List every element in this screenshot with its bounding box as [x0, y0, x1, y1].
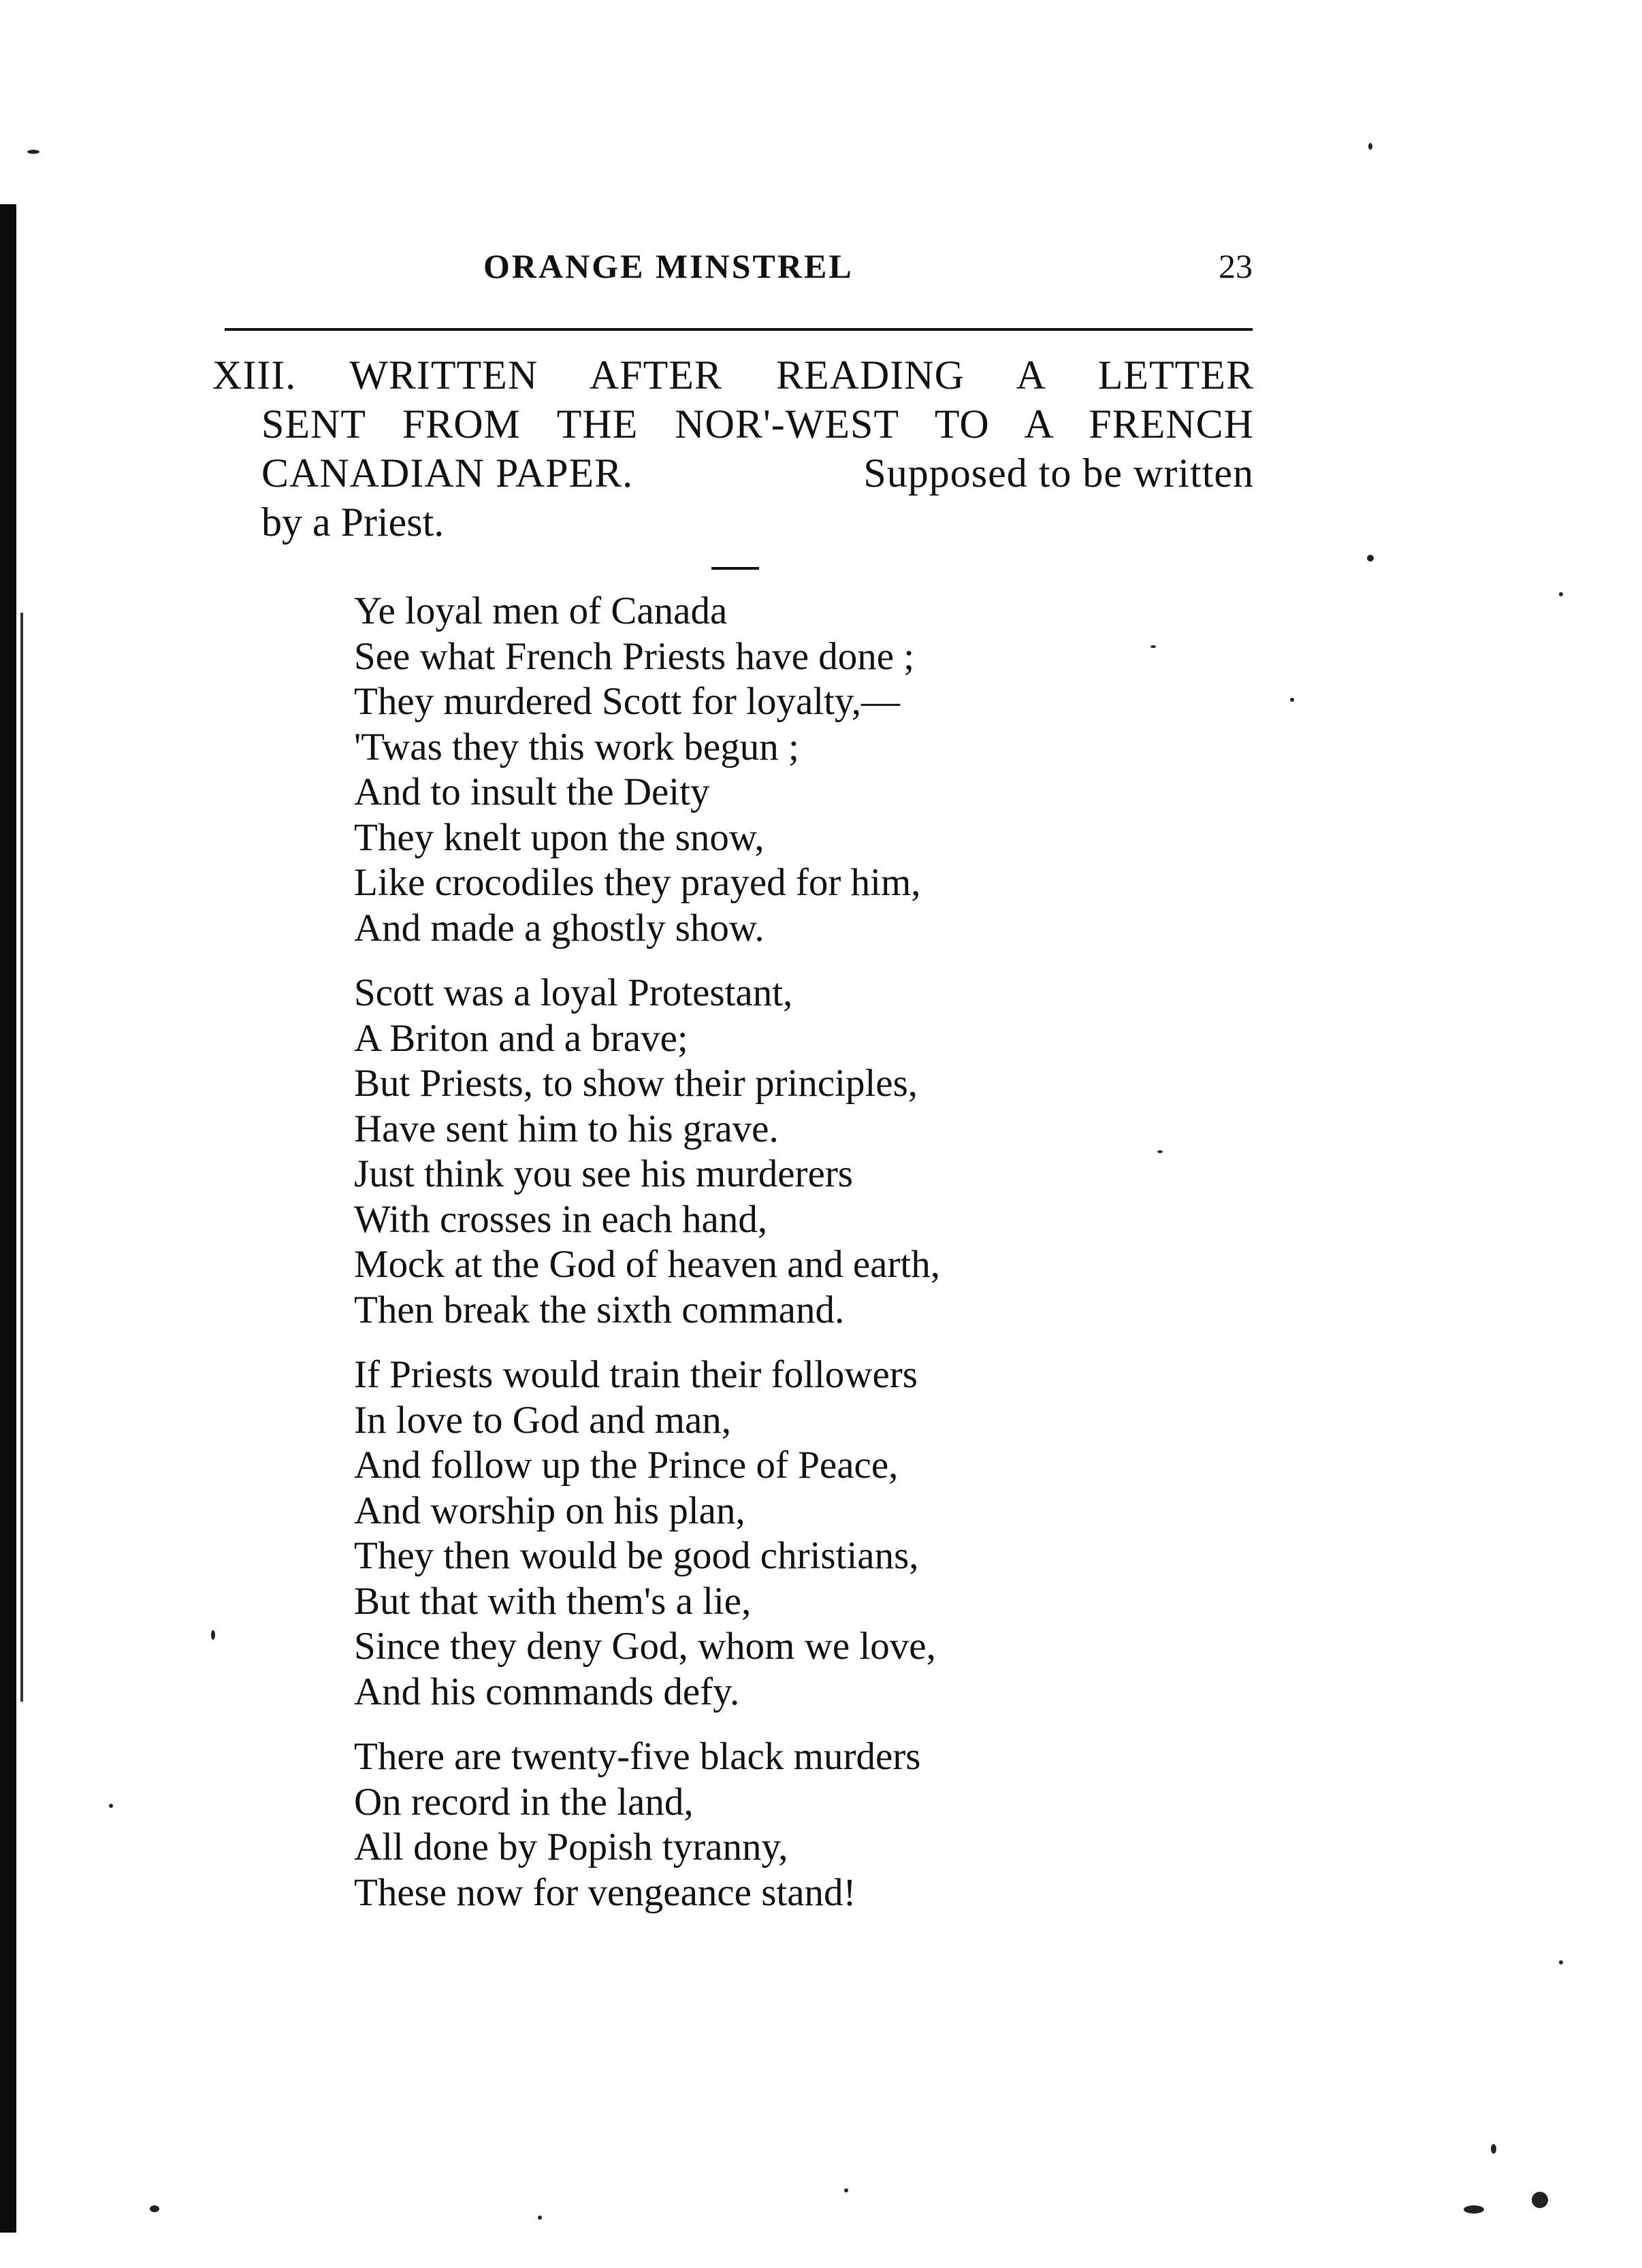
book-spine-shadow [0, 204, 16, 2233]
scan-speck [844, 2188, 848, 2192]
scan-speck [1464, 2205, 1484, 2214]
stanza-1 [354, 589, 1239, 951]
verse-line: But Priests, to show their principles, [354, 1062, 918, 1105]
verse-line: But that with them's a lie, [354, 1579, 752, 1623]
poem [354, 589, 1239, 1935]
verse-line: They knelt upon the snow, [354, 815, 764, 859]
section-heading [212, 351, 1254, 547]
heading-line [212, 449, 1254, 498]
stanza-3 [354, 1352, 1239, 1715]
verse-line: These now for vengeance stand! [354, 1870, 856, 1914]
verse-line: And to insult the Deity [354, 771, 710, 813]
verse-line: And follow up the Prince of Peace, [354, 1444, 899, 1487]
stanza-4 [354, 1734, 1239, 1915]
scan-speck [1559, 592, 1563, 596]
header-rule [225, 328, 1253, 331]
verse-line: All done by Popish tyranny, [354, 1826, 788, 1868]
verse-line: There are twenty-five black murders [354, 1735, 921, 1778]
scan-speck [1491, 2144, 1496, 2154]
heading-line: XIII. WRITTEN AFTER READING A LETTER [212, 353, 1254, 398]
verse-line: If Priests would train their followers [354, 1353, 918, 1396]
verse-line: Ye loyal men of Canada [354, 589, 728, 632]
verse-line: 'Twas they this work begun ; [354, 725, 799, 768]
heading-line: by a Priest. [261, 500, 445, 545]
scan-speck [211, 1630, 215, 1640]
verse-line: In love to God and man, [354, 1398, 732, 1442]
verse-line: They then would be good christians, [354, 1534, 919, 1577]
scan-speck [1559, 1960, 1563, 1964]
verse-line: Scott was a loyal Protestant, [354, 971, 793, 1014]
running-title: ORANGE MINSTREL [483, 247, 854, 285]
stanza-2 [354, 971, 1239, 1333]
verse-line: Have sent him to his grave. [354, 1107, 779, 1150]
section-divider [711, 567, 759, 570]
verse-line: And made a ghostly show. [354, 906, 764, 950]
page-number: 23 [1219, 247, 1253, 285]
scan-speck [1532, 2192, 1548, 2208]
verse-line: With crosses in each hand, [354, 1197, 768, 1241]
scan-speck [150, 2205, 159, 2212]
scan-speck [538, 2216, 542, 2220]
book-gutter-line [20, 613, 23, 1702]
page-header [211, 246, 1253, 308]
verse-line: See what French Priests have done ; [354, 634, 915, 678]
heading-note-part: Supposed to be written [863, 451, 1254, 496]
verse-line: On record in the land, [354, 1780, 694, 1824]
verse-line: Like crocodiles they prayed for him, [354, 861, 921, 904]
scan-speck [27, 150, 39, 154]
heading-caps-part: CANADIAN PAPER. [261, 451, 634, 496]
verse-line: And his commands defy. [354, 1670, 740, 1713]
verse-line: Mock at the God of heaven and earth, [354, 1243, 941, 1286]
verse-line: They murdered Scott for loyalty,— [354, 680, 901, 723]
scan-speck [109, 1804, 113, 1808]
verse-line: And worship on his plan, [354, 1489, 745, 1532]
heading-line: SENT FROM THE NOR'-WEST TO A FRENCH [261, 402, 1254, 447]
verse-line: Just think you see his murderers [354, 1152, 853, 1195]
verse-line: Then break the sixth command. [354, 1288, 845, 1331]
scan-speck [1367, 555, 1374, 562]
scan-speck [1368, 143, 1372, 150]
verse-line: Since they deny God, whom we love, [354, 1625, 936, 1668]
verse-line: A Briton and a brave; [354, 1016, 688, 1060]
scan-speck [1290, 698, 1294, 702]
